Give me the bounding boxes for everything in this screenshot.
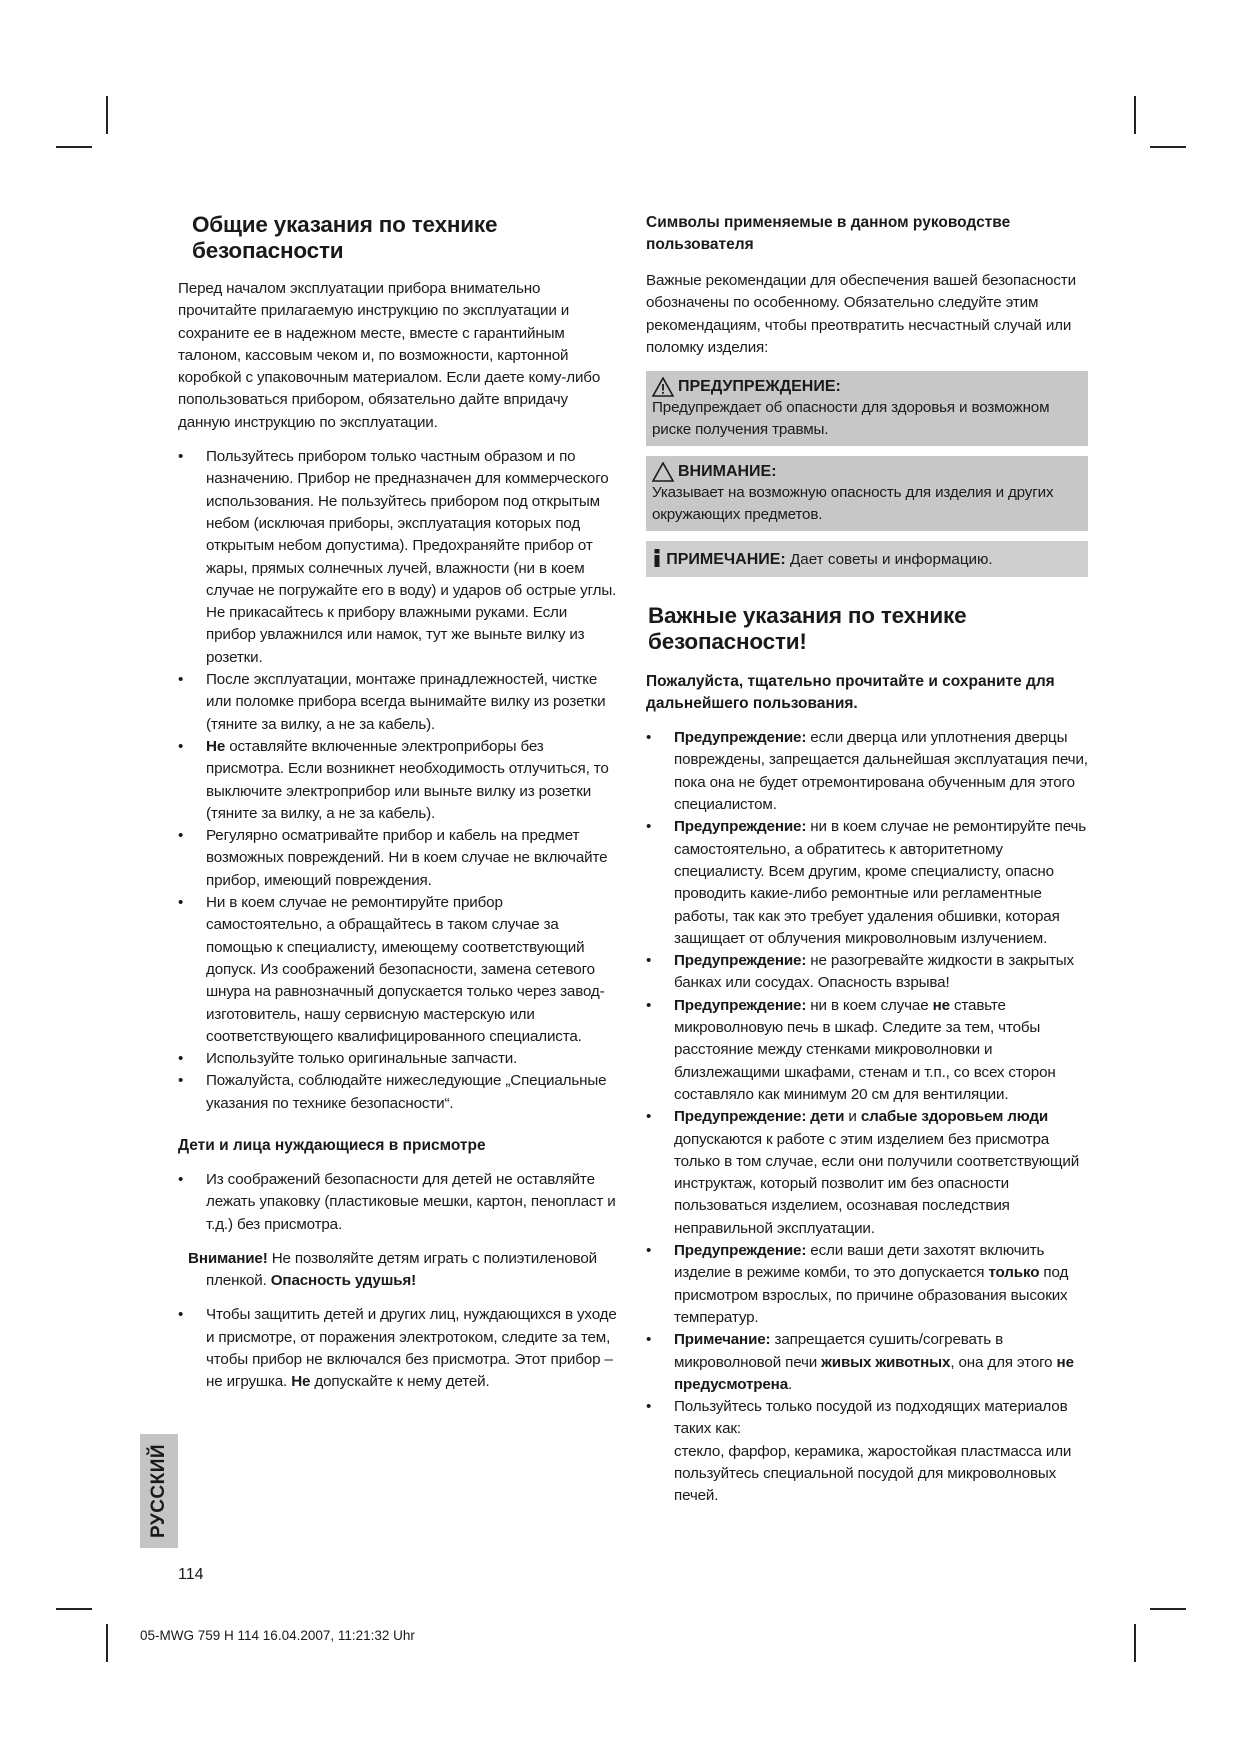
list-item: • Ни в коем случае не ремонтируйте прибор самостоятельно, а обращайтесь в таком случае за помощью к специалисту, имеющему соответствующий допуск. Из соображений безопасности, замена сетевого шнура на равнозначный допускается только через завод-изготовитель, нашу сервисную мастерскую или соответствующего квалифицированного специалиста. (178, 892, 618, 1048)
crop-mark (56, 146, 92, 148)
list-item (646, 727, 1088, 816)
important-title: Важные указания по технике безопасности! (648, 603, 967, 655)
warning-title (652, 377, 1080, 397)
caution-box (646, 456, 1088, 531)
right-column (646, 212, 1088, 1508)
warning-label-inline: Предупреждение: (674, 818, 807, 836)
language-tab-label: РУССКИЙ (148, 1443, 169, 1539)
warning-label-inline: Предупреждение: (674, 996, 807, 1014)
list-item-text: Чтобы защитить детей и других лиц, нуждающихся в уходе и присмотре, от поражения электротоком, следите за тем, чтобы прибор не включался без присмотра. Этот прибор – не игрушка. (206, 1306, 617, 1391)
print-footer: 05-MWG 759 H 114 16.04.2007, 11:21:32 Uhr (140, 1628, 415, 1643)
crop-mark (56, 1608, 92, 1610)
bold-text: слабые здоровьем люди (860, 1108, 1049, 1126)
list-item-text: , она для этого (950, 1353, 1057, 1371)
info-icon (652, 549, 662, 567)
children-list-2 (178, 1304, 618, 1393)
intro-paragraph: Перед началом эксплуатации прибора внимательно прочитайте прилагаемую инструкцию по эксплуатации и сохраните ее в надежном месте, вместе с гарантийным талоном, кассовым чеком и, по возможности, картонной коробкой с упаковочным материалом. Если даете кому-либо попользоваться прибором, обязательно дайте впридачу данную инструкцию по эксплуатации. (178, 280, 601, 431)
bold-text: Не (206, 737, 226, 755)
left-column (178, 212, 618, 1394)
important-subtitle: Пожалуйста, тщательно прочитайте и сохраните для дальнейшего пользования. (646, 673, 1055, 713)
list-item (646, 1106, 1088, 1240)
list-item-text: если дверца или уплотнения дверцы повреждены, запрещается дальнейшая эксплуатация печи, пока она не будет отремонтирована обученным для этого специалистом. (674, 729, 1088, 814)
caution-title (652, 462, 1080, 482)
list-item: • Из соображений безопасности для детей не оставляйте лежать упаковку (пластиковые мешки, картон, пенопласт и т.д.) без присмотра. (178, 1169, 618, 1236)
attention-bold: Опасность удушья! (270, 1272, 417, 1290)
warning-triangle-icon (652, 377, 674, 397)
symbols-heading: Символы применяемые в данном руководстве пользователя (646, 214, 1011, 253)
list-item (646, 995, 1088, 1106)
list-item: • Используйте только оригинальные запчасти. (178, 1048, 618, 1070)
crop-mark (1150, 1608, 1186, 1610)
list-item (646, 816, 1088, 950)
note-label: ПРИМЕЧАНИЕ: (666, 551, 786, 569)
bold-text: не (932, 996, 950, 1014)
attention-note (188, 1248, 618, 1293)
list-item (646, 1396, 1088, 1507)
crop-mark (1134, 1624, 1136, 1662)
list-item-text: не разогревайте жидкости в закрытых банках или сосудах. Опасность взрыва! (674, 952, 1074, 992)
bold-text: Не (291, 1373, 311, 1391)
list-item (646, 1240, 1088, 1329)
bold-text: живых животных (821, 1353, 951, 1371)
list-item: • Пожалуйста, соблюдайте нижеследующие „Специальные указания по технике безопасности“. (178, 1070, 618, 1115)
list-item-text: ставьте микроволновую печь в шкаф. Следите за тем, чтобы расстояние между стенками микроволновки и близлежащими шкафами, стенам и т.п., со всех сторон составляло как минимум 20 см для вентиляции. (674, 996, 1056, 1103)
section-title: Общие указания по технике безопасности (192, 212, 498, 263)
list-item-text: оставляйте включенные электроприборы без присмотра. Если возникнет необходимость отлучиться, то выключите электроприбор или выньте вилку из розетки (тяните за вилку, а не за кабель). (206, 737, 609, 822)
warning-box (646, 371, 1088, 446)
list-item-text: стекло, фарфор, керамика, жаростойкая пластмасса или пользуйтесь специальной посудой для микроволновых печей. (674, 1442, 1072, 1505)
symbols-intro: Важные рекомендации для обеспечения вашей безопасности обозначены по особенному. Обязательно следуйте этим рекомендациям, чтобы преотвратить несчастный случай или поломку изделия: (646, 272, 1076, 356)
crop-mark (1150, 146, 1186, 148)
important-list (646, 727, 1088, 1507)
bold-text: не предусмотрена (674, 1353, 1074, 1393)
warning-label: ПРЕДУПРЕЖДЕНИЕ: (678, 378, 841, 396)
list-item (178, 736, 618, 825)
attention-label: Внимание! (188, 1249, 268, 1267)
list-item: • Регулярно осматривайте прибор и кабель на предмет возможных повреждений. Ни в коем случае не включайте прибор, имеющий повреждения. (178, 825, 618, 892)
warning-label-inline: Предупреждение: дети (674, 1108, 845, 1126)
list-item-text: запрещается сушить/согревать в микроволновой печи (674, 1331, 1004, 1371)
list-item-text: под присмотром взрослых, по причине образования высоких температур. (674, 1264, 1069, 1326)
list-item-text: если ваши дети захотят включить изделие в режиме комби, то это допускается (674, 1242, 1045, 1282)
attention-text: Не позволяйте детям играть с полиэтиленовой пленкой. (206, 1249, 598, 1290)
list-item-text: допускаются к работе с этим изделием без присмотра только в том случае, если они получили соответствующий инструктаж, который позволит им без опасности пользоваться изделием, осознавая последствия неправильной эксплуатации. (674, 1130, 1080, 1237)
list-item-text: ни в коем случае (806, 996, 933, 1014)
children-heading: Дети и лица нуждающиеся в присмотре (178, 1136, 486, 1154)
bold-text: только (988, 1264, 1040, 1282)
warning-label-inline: Предупреждение: (674, 952, 807, 970)
list-item (646, 950, 1088, 995)
note-box (646, 541, 1088, 577)
list-item-text: ни в коем случае не ремонтируйте печь самостоятельно, а обратитесь к авторитетному специалисту. Всем другим, кроме специалисту, опасно проводить какие-либо ремонтные или регламентные работы, так как это требует удаления обшивки, которая защищает от облучения микроволновым излучением. (674, 818, 1087, 947)
children-list (178, 1169, 618, 1236)
list-item-text: . (788, 1375, 793, 1393)
warning-label-inline: Предупреждение: (674, 729, 807, 747)
list-item: • После эксплуатации, монтаже принадлежностей, чистке или поломке прибора всегда вынимайте вилку из розетки (тяните за вилку, а не за кабель). (178, 669, 618, 736)
list-item (646, 1329, 1088, 1396)
list-item-text: Пользуйтесь только посудой из подходящих материалов таких как: (674, 1398, 1068, 1438)
page-number: 114 (178, 1566, 204, 1583)
crop-mark (106, 96, 108, 134)
list-item-text: допускайте к нему детей. (310, 1373, 490, 1391)
note-text: Дает советы и информацию. (785, 551, 993, 569)
caution-text: Указывает на возможную опасность для изделия и других окружающих предметов. (652, 484, 1054, 523)
safety-list (178, 446, 618, 1115)
list-item (178, 1304, 618, 1393)
list-item-text: и (844, 1108, 861, 1126)
language-tab (140, 1434, 178, 1548)
caution-triangle-icon (652, 462, 674, 482)
warning-text: Предупреждает об опасности для здоровья и возможном риске получения травмы. (652, 399, 1050, 438)
list-item: • Пользуйтесь прибором только частным образом и по назначению. Прибор не предназначен для коммерческого использования. Не пользуйтесь прибором под открытым небом (исключая приборы, эксплуатация которых под открытым небом допустима). Предохраняйте прибор от жары, прямых солнечных лучей, влажности (ни в коем случае не погружайте его в воду) и ударов об острые углы. Не прикасайтесь к прибору влажными руками. Если прибор увлажнился или намок, тут же выньте вилку из розетки. (178, 446, 618, 669)
crop-mark (1134, 96, 1136, 134)
crop-mark (106, 1624, 108, 1662)
note-label-inline: Примечание: (674, 1331, 771, 1349)
warning-label-inline: Предупреждение: (674, 1242, 807, 1260)
caution-label: ВНИМАНИЕ: (678, 463, 777, 481)
